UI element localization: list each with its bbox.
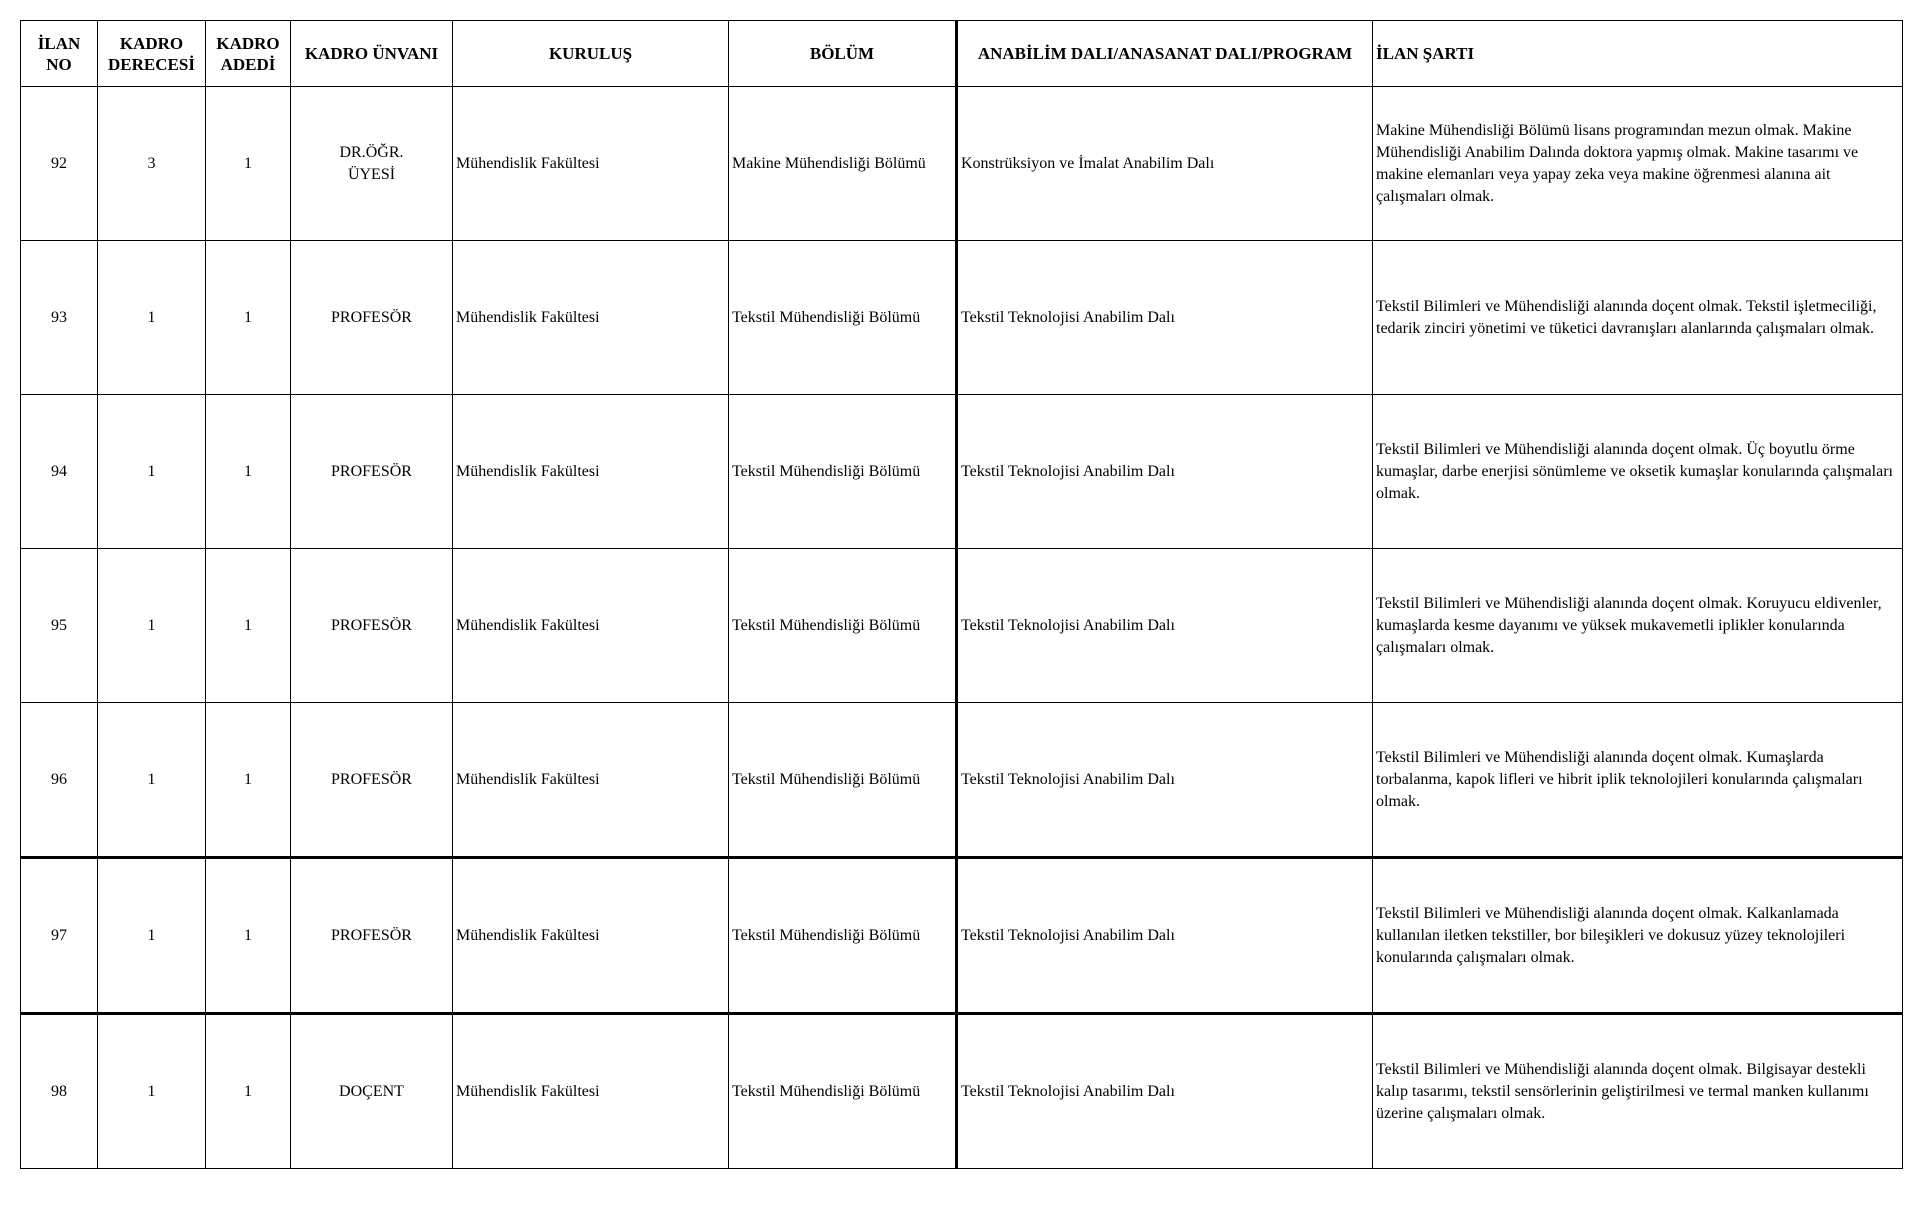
cell-kurulus: Mühendislik Fakültesi [453,241,729,395]
cell-ilan-sarti: Tekstil Bilimleri ve Mühendisliği alanında doçent olmak. Kumaşlarda torbalanma, kapok lifleri ve hibrit iplik teknolojileri konularında çalışmaları olmak. [1373,703,1903,858]
header-bolum: BÖLÜM [729,21,957,87]
cell-kadro-adedi: 1 [206,858,291,1014]
cell-kadro-unvani: DR.ÖĞR. ÜYESİ [291,87,453,241]
cell-bolum: Tekstil Mühendisliği Bölümü [729,549,957,703]
cell-kadro-unvani: PROFESÖR [291,858,453,1014]
cell-bolum: Tekstil Mühendisliği Bölümü [729,395,957,549]
header-kadro-adedi: KADRO ADEDİ [206,21,291,87]
cell-anabilim-dali: Tekstil Teknolojisi Anabilim Dalı [957,395,1373,549]
cell-kadro-adedi: 1 [206,1014,291,1169]
table-row [21,1014,1903,1169]
cell-bolum: Makine Mühendisliği Bölümü [729,87,957,241]
table-row [21,703,1903,858]
cell-kadro-adedi: 1 [206,549,291,703]
cell-kadro-derecesi: 1 [98,549,206,703]
cell-ilan-no: 98 [21,1014,98,1169]
cell-kadro-adedi: 1 [206,395,291,549]
cell-ilan-sarti: Tekstil Bilimleri ve Mühendisliği alanında doçent olmak. Kalkanlamada kullanılan iletken tekstiller, bor bileşikleri ve dokusuz yüzey teknolojileri konularında çalışmaları olmak. [1373,858,1903,1014]
cell-anabilim-dali: Tekstil Teknolojisi Anabilim Dalı [957,858,1373,1014]
cell-kurulus: Mühendislik Fakültesi [453,549,729,703]
cell-ilan-sarti: Makine Mühendisliği Bölümü lisans programından mezun olmak. Makine Mühendisliği Anabilim Dalında doktora yapmış olmak. Makine tasarımı ve makine elemanları veya yapay zeka veya makine öğrenmesi alanına ait çalışmaları olmak. [1373,87,1903,241]
cell-ilan-no: 97 [21,858,98,1014]
cell-anabilim-dali: Tekstil Teknolojisi Anabilim Dalı [957,241,1373,395]
table-row [21,549,1903,703]
cell-kadro-derecesi: 3 [98,87,206,241]
cell-ilan-no: 96 [21,703,98,858]
cell-kurulus: Mühendislik Fakültesi [453,395,729,549]
cell-bolum: Tekstil Mühendisliği Bölümü [729,1014,957,1169]
cell-kadro-derecesi: 1 [98,858,206,1014]
cell-kadro-unvani: PROFESÖR [291,241,453,395]
header-kadro-derecesi: KADRO DERECESİ [98,21,206,87]
cell-ilan-no: 95 [21,549,98,703]
header-row [21,21,1903,87]
header-ilan-no: İLAN NO [21,21,98,87]
table-row [21,87,1903,241]
header-kadro-unvani: KADRO ÜNVANI [291,21,453,87]
cell-kadro-derecesi: 1 [98,241,206,395]
cell-ilan-sarti: Tekstil Bilimleri ve Mühendisliği alanında doçent olmak. Tekstil işletmeciliği, tedarik zinciri yönetimi ve tüketici davranışları alanlarında çalışmaları olmak. [1373,241,1903,395]
cell-anabilim-dali: Tekstil Teknolojisi Anabilim Dalı [957,1014,1373,1169]
cell-kadro-derecesi: 1 [98,703,206,858]
cell-kadro-adedi: 1 [206,241,291,395]
cell-kurulus: Mühendislik Fakültesi [453,703,729,858]
table-row [21,241,1903,395]
cell-anabilim-dali: Tekstil Teknolojisi Anabilim Dalı [957,703,1373,858]
header-anabilim-dali: ANABİLİM DALI/ANASANAT DALI/PROGRAM [957,21,1373,87]
cell-bolum: Tekstil Mühendisliği Bölümü [729,241,957,395]
announcement-table [20,20,1903,1169]
cell-ilan-sarti: Tekstil Bilimleri ve Mühendisliği alanında doçent olmak. Bilgisayar destekli kalıp tasarımı, tekstil sensörlerinin geliştirilmesi ve termal manken kullanımı üzerine çalışmaları olmak. [1373,1014,1903,1169]
cell-kadro-derecesi: 1 [98,1014,206,1169]
cell-ilan-sarti: Tekstil Bilimleri ve Mühendisliği alanında doçent olmak. Üç boyutlu örme kumaşlar, darbe enerjisi sönümleme ve oksetik kumaşlar konularında çalışmaları olmak. [1373,395,1903,549]
cell-kurulus: Mühendislik Fakültesi [453,858,729,1014]
cell-kadro-adedi: 1 [206,703,291,858]
cell-ilan-no: 93 [21,241,98,395]
cell-ilan-no: 92 [21,87,98,241]
cell-ilan-no: 94 [21,395,98,549]
cell-kurulus: Mühendislik Fakültesi [453,87,729,241]
cell-anabilim-dali: Konstrüksiyon ve İmalat Anabilim Dalı [957,87,1373,241]
header-ilan-sarti: İLAN ŞARTI [1373,21,1903,87]
cell-bolum: Tekstil Mühendisliği Bölümü [729,858,957,1014]
cell-kadro-unvani: PROFESÖR [291,703,453,858]
cell-bolum: Tekstil Mühendisliği Bölümü [729,703,957,858]
cell-kadro-unvani: PROFESÖR [291,549,453,703]
cell-anabilim-dali: Tekstil Teknolojisi Anabilim Dalı [957,549,1373,703]
table-row [21,858,1903,1014]
table-row [21,395,1903,549]
header-kurulus: KURULUŞ [453,21,729,87]
cell-kadro-adedi: 1 [206,87,291,241]
cell-kadro-unvani: DOÇENT [291,1014,453,1169]
cell-ilan-sarti: Tekstil Bilimleri ve Mühendisliği alanında doçent olmak. Koruyucu eldivenler, kumaşlarda kesme dayanımı ve yüksek mukavemetli iplikler konularında çalışmaları olmak. [1373,549,1903,703]
announcement-table-sheet [20,20,1902,1169]
cell-kadro-derecesi: 1 [98,395,206,549]
cell-kurulus: Mühendislik Fakültesi [453,1014,729,1169]
cell-kadro-unvani: PROFESÖR [291,395,453,549]
